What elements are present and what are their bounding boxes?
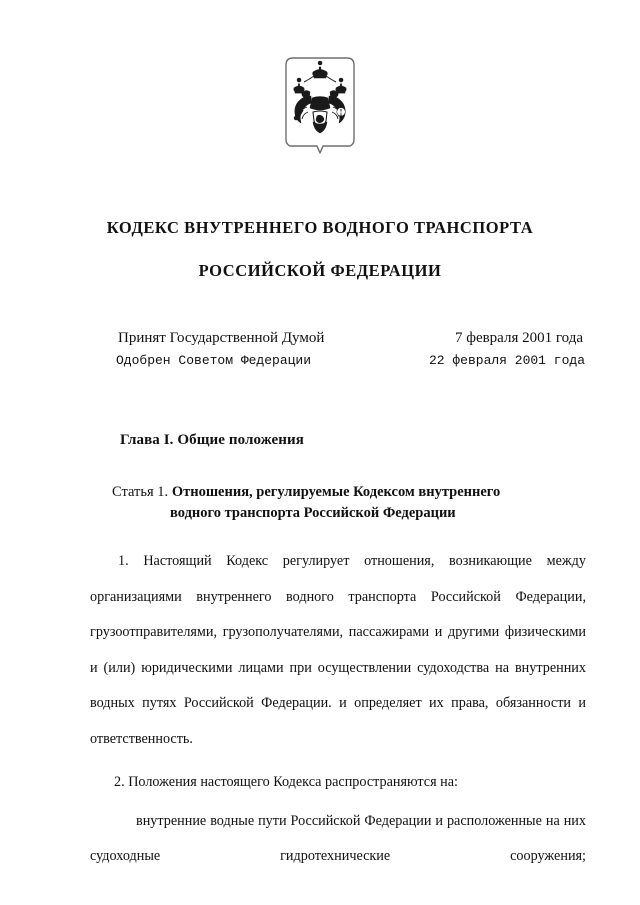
article-number: Статья 1. bbox=[112, 484, 169, 500]
body-paragraph-3: внутренние водные пути Российской Федерации и расположенные на них судоходные гидротехнические сооружения; bbox=[90, 812, 586, 864]
adoption-duma-label: Принят Государственной Думой bbox=[118, 330, 325, 346]
russian-coat-of-arms-icon bbox=[283, 56, 357, 160]
coat-of-arms-container bbox=[0, 56, 640, 160]
title-line-2: РОССИЙСКОЙ ФЕДЕРАЦИИ bbox=[198, 260, 442, 280]
adoption-council-date: 22 февраля 2001 года bbox=[428, 352, 585, 368]
article-title-line-2: водного транспорта Российской Федерации bbox=[170, 504, 456, 521]
body-paragraph-1: 1. Настоящий Кодекс регулирует отношения, возникающие между организациями внутреннего водного транспорта Российской Федерации, грузоотправителями, грузополучателями, пассажирами и другими физическими и (или) юридическими лицами при осуществлении судоходства на внутренних водных путях Российской Федерации. и определяет их права, обязанности и ответственность. bbox=[90, 553, 586, 747]
document-title bbox=[0, 218, 640, 281]
title-line-1: КОДЕКС ВНУТРЕННЕГО ВОДНОГО ТРАНСПОРТА bbox=[106, 218, 534, 237]
body-paragraph-2: 2. Положения настоящего Кодекса распространяются на: bbox=[114, 774, 459, 790]
article-heading bbox=[112, 482, 570, 523]
adoption-council-label: Одобрен Советом Федерации bbox=[116, 352, 312, 368]
article-body bbox=[90, 544, 586, 875]
chapter-heading: Глава I. Общие положения bbox=[120, 432, 304, 448]
adoption-duma-date: 7 февраля 2001 года bbox=[454, 330, 583, 346]
adoption-council-row bbox=[90, 351, 585, 371]
article-title-line-1: Отношения, регулируемые Кодексом внутреннего bbox=[171, 484, 501, 500]
adoption-info bbox=[90, 327, 585, 371]
adoption-duma-row bbox=[90, 327, 585, 350]
